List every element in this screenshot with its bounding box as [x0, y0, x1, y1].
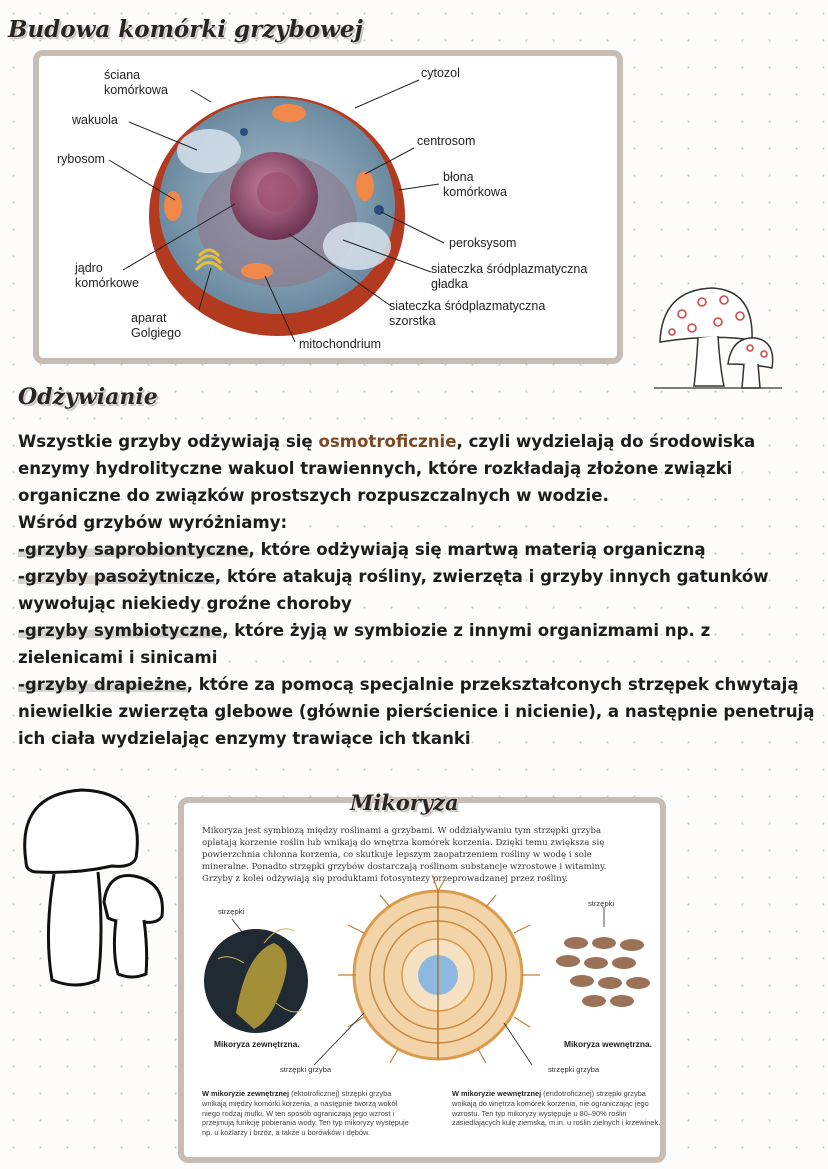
footer-internal-title: W mikoryzie wewnętrznej [452, 1089, 542, 1098]
footer-internal [452, 1089, 662, 1128]
list-item [18, 617, 818, 671]
label-golgi: aparat Golgiego [131, 311, 182, 340]
vacuole [177, 129, 241, 173]
peroxisome [374, 205, 384, 215]
label-ribosome: rybosom [57, 152, 105, 166]
desc-parasitic: , które atakują rośliny, zwierzęta i grzyby innych gatunków wywołując niekiedy groźne choroby [18, 567, 769, 613]
title-mycorrhiza: Mikoryza [350, 790, 459, 815]
vacuole-2 [323, 222, 391, 270]
footer-external-text: (ektotroficznej) strzępki grzyba wnikają między komórki korzenia, a następnie tworzą wokół niego rodzaj mufki. W ten sposób ograniczają jego wzrost i przejmują funkcję pobierania wody. Ten typ mikoryzy występuje np. u kożlarzy i brzóz, a także u borówków i dębów. [202, 1089, 409, 1138]
caption-external-mycorrhiza: Mikoryza zewnętrzna. [214, 1039, 300, 1049]
footer-internal-text: (endotroficznej) strzępki grzyba wnikają do wnętrza komórek korzenia, nie ograniczając jego wzrostu. Ten typ mikoryzy występuje u 80–90% roślin zasiedlających kulę ziemską, m.in. u roślin zielnych i krzewinek. [452, 1089, 661, 1128]
label-hyphae-left: strzępki [218, 907, 245, 916]
paragraph-categories-intro: Wśród grzybów wyróżniamy: [18, 513, 288, 532]
desc-symbiotic: , które żyją w symbiozie z innymi organizmami np. z zielenicami i sinicami [18, 621, 711, 667]
desc-saprobiont: , które odżywiają się martwą materią organiczną [248, 540, 706, 559]
footer-external-title: W mikoryzie zewnętrznej [202, 1089, 290, 1098]
label-hypha-right: strzępki grzyba [548, 1065, 600, 1074]
label-cell-wall: ściana komórkowa [104, 68, 168, 97]
centrosome [240, 128, 248, 136]
highlight-osmotroficznie: osmotroficznie [318, 432, 457, 451]
label-mitochondrium: mitochondrium [299, 337, 381, 351]
nucleolus [257, 172, 297, 212]
paragraph-osmotrophy [18, 428, 818, 509]
label-nucleus: jądro komórkowe [75, 261, 139, 290]
mushroom-outline-icon [16, 784, 176, 994]
cell-diagram-frame [33, 50, 623, 364]
label-cell-membrane: błona komórkowa [443, 170, 507, 199]
footer-external [202, 1089, 412, 1138]
title-nutrition: Odżywianie [18, 384, 158, 410]
desc-predatory: , które za pomocą specjalnie przekształconych strzępek chwytają niewielkie zwierzęta glebowe (głównie pierścienice i nicienie), a następnie penetrują ich ciała wydzielając enzymy trawiące ich tkanki [18, 675, 815, 748]
label-smooth-er: siateczka śródplazmatyczna gładka [431, 262, 588, 291]
term-parasitic: -grzyby pasożytnicze [18, 567, 215, 586]
label-centrosome: centrosom [417, 134, 476, 148]
term-predatory: -grzyby drapieżne [18, 675, 187, 694]
p1-before: Wszystkie grzyby odżywiają się [18, 432, 319, 451]
label-rough-er: siateczka śródplazmatyczna szorstka [389, 299, 546, 328]
label-peroxisome: peroksysom [449, 236, 517, 250]
term-symbiotic: -grzyby symbiotyczne [18, 621, 223, 640]
label-hyphae-right: strzępki [588, 899, 615, 908]
label-cytosol: cytozol [421, 66, 460, 80]
nutrition-text [18, 428, 818, 752]
mushroom-doodle-icon [652, 284, 784, 396]
term-saprobiont: -grzyby saprobiontyczne [18, 540, 249, 559]
mycorrhiza-intro: Mikoryza jest symbiozą między roślinami a grzybami. W oddziaływaniu tym strzępki grzyba oplatają korzenie roślin lub wnikają do wnętrza komórek korzenia. Dzięki temu zwiększa się powierzchnia chłonna korzenia, co skutkuje lepszym zaopatrzeniem rośliny w wodę i sole mineralne. Ponadto strzępki grzybów dostarczają roślinom substancje wzrostowe i witaminy. Grzyby z kolei odżywiają się produktami fotosyntezy przeprowadzanej przez rośliny. [202, 826, 607, 884]
label-hypha-left: strzępki grzyba [280, 1065, 332, 1074]
label-vacuole: wakuola [72, 113, 118, 127]
mitochondrion-2 [356, 171, 374, 201]
mitochondrion-4 [241, 263, 273, 279]
mitochondrion-1 [272, 104, 306, 122]
title-cell-structure: Budowa komórki grzybowej [8, 16, 363, 43]
p1-after: , czyli wydzielają do środowiska enzymy hydrolityczne wakuol trawiennych, które rozkładają złożone związki organiczne do związków prostszych rozpuszczalnych w wodzie. [18, 432, 756, 505]
caption-internal-mycorrhiza: Mikoryza wewnętrzna. [564, 1039, 652, 1049]
list-item [18, 536, 818, 563]
mycorrhiza-panel [178, 797, 666, 1163]
list-item [18, 671, 818, 752]
list-item [18, 563, 818, 617]
